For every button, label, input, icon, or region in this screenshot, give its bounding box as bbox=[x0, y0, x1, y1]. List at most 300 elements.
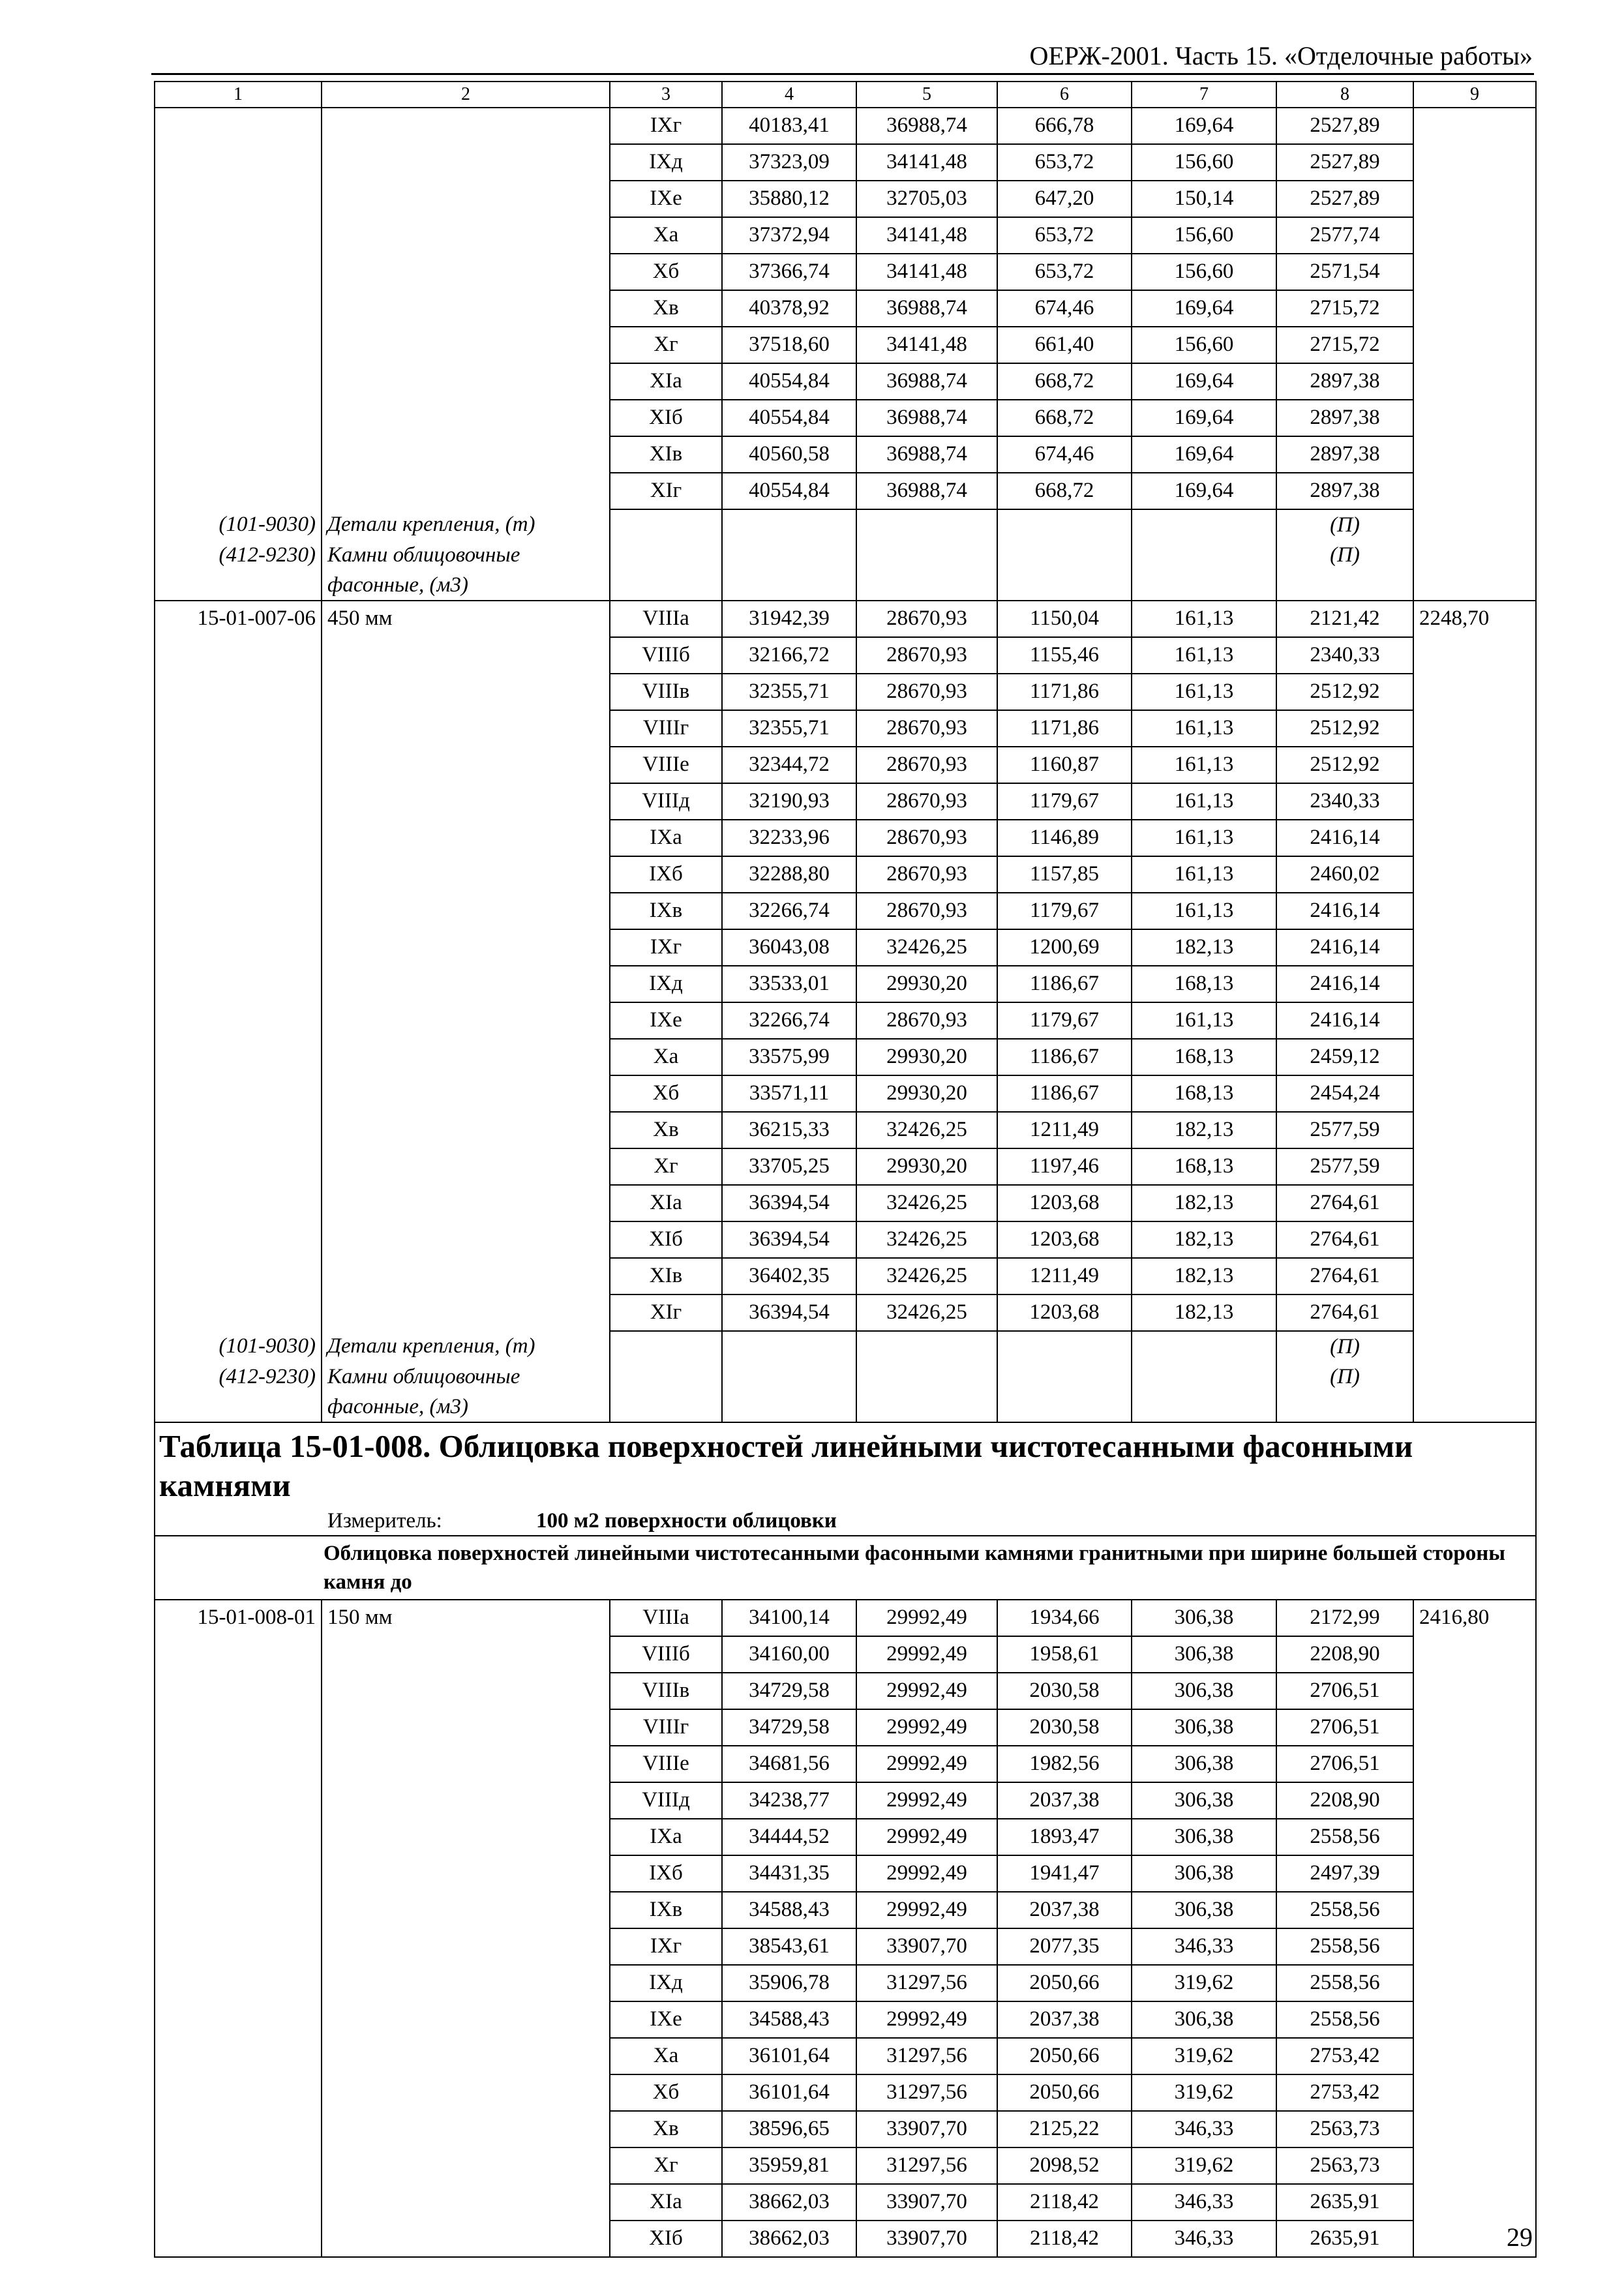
value-cell: 31942,39 bbox=[722, 601, 856, 637]
value-cell: 40183,41 bbox=[722, 108, 856, 144]
table-title: Таблица 15-01-008. Облицовка поверхностей линейными чистотесанными фасонными камнями bbox=[159, 1428, 1413, 1503]
table-row bbox=[155, 1258, 1536, 1294]
column-number: 1 bbox=[155, 82, 322, 108]
value-cell: 674,46 bbox=[997, 290, 1132, 327]
col9-cell bbox=[1413, 436, 1536, 473]
value-cell: 653,72 bbox=[997, 144, 1132, 181]
rate-code-cell bbox=[155, 2001, 322, 2038]
rate-code-cell bbox=[155, 1636, 322, 1673]
empty-cell bbox=[1132, 1331, 1276, 1362]
value-cell: 40554,84 bbox=[722, 400, 856, 436]
table-row bbox=[155, 2147, 1536, 2184]
work-name-cell bbox=[322, 108, 610, 144]
col9-cell bbox=[1413, 783, 1536, 820]
value-cell: 1211,49 bbox=[997, 1112, 1132, 1148]
work-name-cell bbox=[322, 1965, 610, 2001]
value-cell: 33575,99 bbox=[722, 1039, 856, 1075]
value-cell: 666,78 bbox=[997, 108, 1132, 144]
col9-cell bbox=[1413, 2147, 1536, 2184]
rate-code-cell bbox=[155, 1673, 322, 1709]
value-cell: 306,38 bbox=[1132, 1709, 1276, 1746]
table-row bbox=[155, 783, 1536, 820]
table-row bbox=[155, 108, 1536, 144]
table-row bbox=[155, 400, 1536, 436]
col9-cell bbox=[1413, 1746, 1536, 1782]
rate-code-cell bbox=[155, 674, 322, 710]
value-cell: 34431,35 bbox=[722, 1855, 856, 1892]
value-cell: 32266,74 bbox=[722, 893, 856, 929]
measure-value: 100 м2 поверхности облицовки bbox=[536, 1509, 837, 1533]
col9-cell bbox=[1413, 1294, 1536, 1331]
value-cell: 29930,20 bbox=[856, 1039, 997, 1075]
table-row bbox=[155, 966, 1536, 1002]
table-row bbox=[155, 1636, 1536, 1673]
value-cell: 34160,00 bbox=[722, 1636, 856, 1673]
table-row bbox=[155, 2111, 1536, 2147]
value-cell: 182,13 bbox=[1132, 1112, 1276, 1148]
table-row bbox=[155, 473, 1536, 509]
col9-cell bbox=[1413, 1782, 1536, 1819]
value-cell: 2764,61 bbox=[1276, 1294, 1413, 1331]
work-name-cell bbox=[322, 1782, 610, 1819]
value-cell: 2497,39 bbox=[1276, 1855, 1413, 1892]
value-cell: 1958,61 bbox=[997, 1636, 1132, 1673]
zone-cell: VIIIб bbox=[610, 637, 722, 674]
value-cell: 29930,20 bbox=[856, 1075, 997, 1112]
value-cell: 306,38 bbox=[1132, 1892, 1276, 1928]
value-cell: 1982,56 bbox=[997, 1746, 1132, 1782]
value-cell: 168,13 bbox=[1132, 1148, 1276, 1185]
rate-code-cell bbox=[155, 327, 322, 363]
work-name-cell bbox=[322, 363, 610, 400]
rate-code-cell bbox=[155, 254, 322, 290]
rate-code-cell bbox=[155, 1221, 322, 1258]
value-cell: 2416,14 bbox=[1276, 820, 1413, 856]
work-name-cell bbox=[322, 1673, 610, 1709]
value-cell: 34588,43 bbox=[722, 2001, 856, 2038]
value-cell: 28670,93 bbox=[856, 747, 997, 783]
work-name-cell bbox=[322, 327, 610, 363]
work-name-cell bbox=[322, 1258, 610, 1294]
empty-cell bbox=[722, 1362, 856, 1422]
work-name-cell bbox=[322, 783, 610, 820]
col9-cell bbox=[1413, 2001, 1536, 2038]
zone-cell: XIг bbox=[610, 1294, 722, 1331]
col9-cell bbox=[1413, 181, 1536, 217]
value-cell: 168,13 bbox=[1132, 1039, 1276, 1075]
value-cell: 32705,03 bbox=[856, 181, 997, 217]
value-cell: 169,64 bbox=[1132, 473, 1276, 509]
work-name-cell bbox=[322, 2111, 610, 2147]
value-cell: 36101,64 bbox=[722, 2074, 856, 2111]
value-cell: 2571,54 bbox=[1276, 254, 1413, 290]
value-cell: 169,64 bbox=[1132, 290, 1276, 327]
value-cell: 319,62 bbox=[1132, 2038, 1276, 2074]
value-cell: 35959,81 bbox=[722, 2147, 856, 2184]
work-name-cell bbox=[322, 1294, 610, 1331]
col9-cell bbox=[1413, 2111, 1536, 2147]
col9-cell bbox=[1413, 290, 1536, 327]
col9-cell bbox=[1413, 1221, 1536, 1258]
value-cell: 1155,46 bbox=[997, 637, 1132, 674]
empty-cell bbox=[1413, 1362, 1536, 1422]
zone-cell: Xв bbox=[610, 2111, 722, 2147]
value-cell: 2050,66 bbox=[997, 2074, 1132, 2111]
rate-code-cell bbox=[155, 1819, 322, 1855]
value-cell: 182,13 bbox=[1132, 1258, 1276, 1294]
work-name-cell bbox=[322, 2074, 610, 2111]
value-cell: 40554,84 bbox=[722, 473, 856, 509]
zone-cell: XIб bbox=[610, 400, 722, 436]
value-cell: 2635,91 bbox=[1276, 2184, 1413, 2221]
value-cell: 36988,74 bbox=[856, 108, 997, 144]
value-cell: 156,60 bbox=[1132, 327, 1276, 363]
empty-cell bbox=[722, 540, 856, 601]
empty-cell bbox=[1413, 1331, 1536, 1362]
rate-code-cell bbox=[155, 400, 322, 436]
empty-cell bbox=[997, 509, 1132, 540]
value-cell: 2635,91 bbox=[1276, 2221, 1413, 2257]
work-name-cell bbox=[322, 1636, 610, 1673]
value-cell: 32288,80 bbox=[722, 856, 856, 893]
value-cell: 156,60 bbox=[1132, 144, 1276, 181]
value-cell: 32190,93 bbox=[722, 783, 856, 820]
value-cell: 38543,61 bbox=[722, 1928, 856, 1965]
zone-cell: VIIIе bbox=[610, 747, 722, 783]
table-row bbox=[155, 436, 1536, 473]
zone-cell: VIIIв bbox=[610, 674, 722, 710]
value-cell: 1179,67 bbox=[997, 893, 1132, 929]
value-cell: 36394,54 bbox=[722, 1294, 856, 1331]
value-cell: 2558,56 bbox=[1276, 1892, 1413, 1928]
value-cell: 182,13 bbox=[1132, 1294, 1276, 1331]
zone-cell: Xа bbox=[610, 217, 722, 254]
value-cell: 33907,70 bbox=[856, 2184, 997, 2221]
rate-code-cell bbox=[155, 290, 322, 327]
col9-cell bbox=[1413, 1075, 1536, 1112]
zone-cell: IXг bbox=[610, 1928, 722, 1965]
table-row bbox=[155, 929, 1536, 966]
zone-cell: XIа bbox=[610, 363, 722, 400]
table-row bbox=[155, 1185, 1536, 1221]
rate-code-cell bbox=[155, 144, 322, 181]
col9-cell bbox=[1413, 893, 1536, 929]
rate-code-cell: 15-01-007-06 bbox=[155, 601, 322, 637]
value-cell: 2454,24 bbox=[1276, 1075, 1413, 1112]
value-cell: 1893,47 bbox=[997, 1819, 1132, 1855]
zone-cell: XIв bbox=[610, 1258, 722, 1294]
col9-cell bbox=[1413, 1928, 1536, 1965]
zone-cell: VIIIб bbox=[610, 1636, 722, 1673]
work-name-cell bbox=[322, 473, 610, 509]
value-cell: 161,13 bbox=[1132, 710, 1276, 747]
resource-mark: (П) bbox=[1276, 1331, 1413, 1362]
resource-name: Детали крепления, (т) bbox=[322, 1331, 610, 1362]
work-name-cell bbox=[322, 400, 610, 436]
value-cell: 653,72 bbox=[997, 254, 1132, 290]
rate-code-cell bbox=[155, 1112, 322, 1148]
value-cell: 36394,54 bbox=[722, 1185, 856, 1221]
work-name-cell bbox=[322, 2147, 610, 2184]
value-cell: 346,33 bbox=[1132, 2221, 1276, 2257]
zone-cell: IXд bbox=[610, 1965, 722, 2001]
resource-mark: (П) bbox=[1276, 1362, 1413, 1422]
value-cell: 2577,59 bbox=[1276, 1112, 1413, 1148]
work-name-cell bbox=[322, 2038, 610, 2074]
value-cell: 2558,56 bbox=[1276, 1819, 1413, 1855]
value-cell: 1203,68 bbox=[997, 1221, 1132, 1258]
value-cell: 306,38 bbox=[1132, 2001, 1276, 2038]
value-cell: 36988,74 bbox=[856, 473, 997, 509]
measure-row bbox=[158, 1506, 1533, 1535]
value-cell: 2077,35 bbox=[997, 1928, 1132, 1965]
col9-cell: 2248,70 bbox=[1413, 601, 1536, 637]
value-cell: 161,13 bbox=[1132, 747, 1276, 783]
value-cell: 2753,42 bbox=[1276, 2074, 1413, 2111]
empty-cell bbox=[610, 1331, 722, 1362]
column-number: 9 bbox=[1413, 82, 1536, 108]
value-cell: 169,64 bbox=[1132, 436, 1276, 473]
empty-cell bbox=[1132, 509, 1276, 540]
zone-cell: IXб bbox=[610, 856, 722, 893]
table-row bbox=[155, 1600, 1536, 1636]
column-number: 3 bbox=[610, 82, 722, 108]
work-name-cell bbox=[322, 1855, 610, 1892]
value-cell: 32426,25 bbox=[856, 1294, 997, 1331]
value-cell: 28670,93 bbox=[856, 820, 997, 856]
value-cell: 2764,61 bbox=[1276, 1258, 1413, 1294]
value-cell: 32233,96 bbox=[722, 820, 856, 856]
resource-mark: (П) bbox=[1276, 540, 1413, 601]
value-cell: 1160,87 bbox=[997, 747, 1132, 783]
empty-cell bbox=[610, 509, 722, 540]
value-cell: 34100,14 bbox=[722, 1600, 856, 1636]
work-name-cell bbox=[322, 2001, 610, 2038]
value-cell: 306,38 bbox=[1132, 1819, 1276, 1855]
empty-cell bbox=[610, 1362, 722, 1422]
measure-label: Измеритель: bbox=[327, 1509, 442, 1533]
work-name-cell: 150 мм bbox=[322, 1600, 610, 1636]
work-name-cell: 450 мм bbox=[322, 601, 610, 637]
zone-cell: VIIIд bbox=[610, 783, 722, 820]
value-cell: 2098,52 bbox=[997, 2147, 1132, 2184]
value-cell: 2125,22 bbox=[997, 2111, 1132, 2147]
work-name-cell bbox=[322, 820, 610, 856]
column-number: 7 bbox=[1132, 82, 1276, 108]
rate-code-cell bbox=[155, 893, 322, 929]
value-cell: 2416,14 bbox=[1276, 893, 1413, 929]
value-cell: 2764,61 bbox=[1276, 1221, 1413, 1258]
zone-cell: XIб bbox=[610, 1221, 722, 1258]
value-cell: 32166,72 bbox=[722, 637, 856, 674]
table-row bbox=[155, 217, 1536, 254]
work-name-cell bbox=[322, 1185, 610, 1221]
value-cell: 32266,74 bbox=[722, 1002, 856, 1039]
work-name-cell bbox=[322, 217, 610, 254]
empty-cell bbox=[1132, 540, 1276, 601]
resource-code: (101-9030) bbox=[155, 509, 322, 540]
zone-cell: IXе bbox=[610, 2001, 722, 2038]
zone-cell: Xг bbox=[610, 1148, 722, 1185]
work-name-cell bbox=[322, 674, 610, 710]
value-cell: 2577,59 bbox=[1276, 1148, 1413, 1185]
value-cell: 29992,49 bbox=[856, 1636, 997, 1673]
value-cell: 169,64 bbox=[1132, 400, 1276, 436]
value-cell: 2416,14 bbox=[1276, 1002, 1413, 1039]
work-name-cell bbox=[322, 181, 610, 217]
work-name-cell bbox=[322, 1002, 610, 1039]
work-name-cell bbox=[322, 747, 610, 783]
value-cell: 319,62 bbox=[1132, 1965, 1276, 2001]
zone-cell: XIг bbox=[610, 473, 722, 509]
value-cell: 661,40 bbox=[997, 327, 1132, 363]
value-cell: 161,13 bbox=[1132, 674, 1276, 710]
col9-cell bbox=[1413, 966, 1536, 1002]
value-cell: 1941,47 bbox=[997, 1855, 1132, 1892]
table-description: Облицовка поверхностей линейными чистотесанными фасонными камнями гранитными при ширине большей стороны камня до bbox=[323, 1542, 1506, 1594]
value-cell: 29992,49 bbox=[856, 1892, 997, 1928]
page-number: 29 bbox=[1507, 2222, 1533, 2252]
resource-code: (412-9230) bbox=[155, 1362, 322, 1422]
col9-cell bbox=[1413, 1855, 1536, 1892]
col9-cell bbox=[1413, 2074, 1536, 2111]
value-cell: 161,13 bbox=[1132, 1002, 1276, 1039]
rate-code-cell bbox=[155, 856, 322, 893]
value-cell: 2764,61 bbox=[1276, 1185, 1413, 1221]
value-cell: 32355,71 bbox=[722, 710, 856, 747]
value-cell: 1211,49 bbox=[997, 1258, 1132, 1294]
rate-code-cell bbox=[155, 1294, 322, 1331]
value-cell: 161,13 bbox=[1132, 783, 1276, 820]
value-cell: 182,13 bbox=[1132, 1185, 1276, 1221]
col9-cell bbox=[1413, 1185, 1536, 1221]
col9-cell bbox=[1413, 1148, 1536, 1185]
value-cell: 2208,90 bbox=[1276, 1782, 1413, 1819]
value-cell: 2897,38 bbox=[1276, 363, 1413, 400]
value-cell: 34141,48 bbox=[856, 254, 997, 290]
column-number: 4 bbox=[722, 82, 856, 108]
table-row bbox=[155, 601, 1536, 637]
table-row bbox=[155, 1075, 1536, 1112]
work-name-cell bbox=[322, 1075, 610, 1112]
empty-cell bbox=[1413, 509, 1536, 540]
rate-code-cell: 15-01-008-01 bbox=[155, 1600, 322, 1636]
rate-code-cell bbox=[155, 1258, 322, 1294]
value-cell: 653,72 bbox=[997, 217, 1132, 254]
table-row bbox=[155, 1148, 1536, 1185]
value-cell: 28670,93 bbox=[856, 710, 997, 747]
zone-cell: Xа bbox=[610, 2038, 722, 2074]
empty-cell bbox=[997, 1362, 1132, 1422]
value-cell: 1171,86 bbox=[997, 674, 1132, 710]
value-cell: 2563,73 bbox=[1276, 2147, 1413, 2184]
value-cell: 28670,93 bbox=[856, 637, 997, 674]
table-row bbox=[155, 363, 1536, 400]
value-cell: 34681,56 bbox=[722, 1746, 856, 1782]
zone-cell: IXг bbox=[610, 108, 722, 144]
empty-cell bbox=[856, 540, 997, 601]
value-cell: 32426,25 bbox=[856, 929, 997, 966]
table-row bbox=[155, 2221, 1536, 2257]
empty-cell bbox=[856, 1362, 997, 1422]
table-row bbox=[155, 1112, 1536, 1148]
value-cell: 2459,12 bbox=[1276, 1039, 1413, 1075]
table-row bbox=[155, 1294, 1536, 1331]
zone-cell: VIIIе bbox=[610, 1746, 722, 1782]
value-cell: 2416,14 bbox=[1276, 966, 1413, 1002]
zone-cell: IXб bbox=[610, 1855, 722, 1892]
value-cell: 319,62 bbox=[1132, 2147, 1276, 2184]
resource-row bbox=[155, 540, 1536, 601]
value-cell: 169,64 bbox=[1132, 363, 1276, 400]
table-description-cell bbox=[155, 1536, 1536, 1600]
value-cell: 28670,93 bbox=[856, 783, 997, 820]
work-name-cell bbox=[322, 254, 610, 290]
value-cell: 28670,93 bbox=[856, 601, 997, 637]
col9-cell bbox=[1413, 674, 1536, 710]
rate-code-cell bbox=[155, 217, 322, 254]
col9-cell bbox=[1413, 217, 1536, 254]
rate-code-cell bbox=[155, 473, 322, 509]
col9-cell bbox=[1413, 400, 1536, 436]
rate-code-cell bbox=[155, 2111, 322, 2147]
value-cell: 668,72 bbox=[997, 400, 1132, 436]
value-cell: 33705,25 bbox=[722, 1148, 856, 1185]
value-cell: 36988,74 bbox=[856, 363, 997, 400]
value-cell: 33533,01 bbox=[722, 966, 856, 1002]
value-cell: 1157,85 bbox=[997, 856, 1132, 893]
zone-cell: Xв bbox=[610, 290, 722, 327]
value-cell: 28670,93 bbox=[856, 1002, 997, 1039]
value-cell: 2037,38 bbox=[997, 1782, 1132, 1819]
col9-cell bbox=[1413, 637, 1536, 674]
work-name-cell bbox=[322, 2184, 610, 2221]
empty-cell bbox=[722, 1331, 856, 1362]
table-row bbox=[155, 674, 1536, 710]
zone-cell: VIIIг bbox=[610, 1709, 722, 1746]
table-row bbox=[155, 144, 1536, 181]
col9-cell bbox=[1413, 1965, 1536, 2001]
value-cell: 2037,38 bbox=[997, 2001, 1132, 2038]
table-row bbox=[155, 2001, 1536, 2038]
rate-code-cell bbox=[155, 2147, 322, 2184]
value-cell: 2512,92 bbox=[1276, 674, 1413, 710]
table-row bbox=[155, 181, 1536, 217]
zone-cell: VIIIд bbox=[610, 1782, 722, 1819]
zone-cell: XIа bbox=[610, 2184, 722, 2221]
table-row bbox=[155, 1221, 1536, 1258]
value-cell: 2527,89 bbox=[1276, 108, 1413, 144]
value-cell: 36043,08 bbox=[722, 929, 856, 966]
table-row bbox=[155, 1928, 1536, 1965]
work-name-cell bbox=[322, 966, 610, 1002]
value-cell: 2118,42 bbox=[997, 2221, 1132, 2257]
rate-code-cell bbox=[155, 363, 322, 400]
rate-code-cell bbox=[155, 1746, 322, 1782]
col9-cell bbox=[1413, 710, 1536, 747]
rate-code-cell bbox=[155, 747, 322, 783]
value-cell: 168,13 bbox=[1132, 1075, 1276, 1112]
value-cell: 2460,02 bbox=[1276, 856, 1413, 893]
zone-cell: IXв bbox=[610, 893, 722, 929]
work-name-cell bbox=[322, 290, 610, 327]
rate-code-cell bbox=[155, 2074, 322, 2111]
value-cell: 32426,25 bbox=[856, 1112, 997, 1148]
empty-cell bbox=[1413, 540, 1536, 601]
value-cell: 156,60 bbox=[1132, 254, 1276, 290]
table-row bbox=[155, 2074, 1536, 2111]
value-cell: 2897,38 bbox=[1276, 400, 1413, 436]
